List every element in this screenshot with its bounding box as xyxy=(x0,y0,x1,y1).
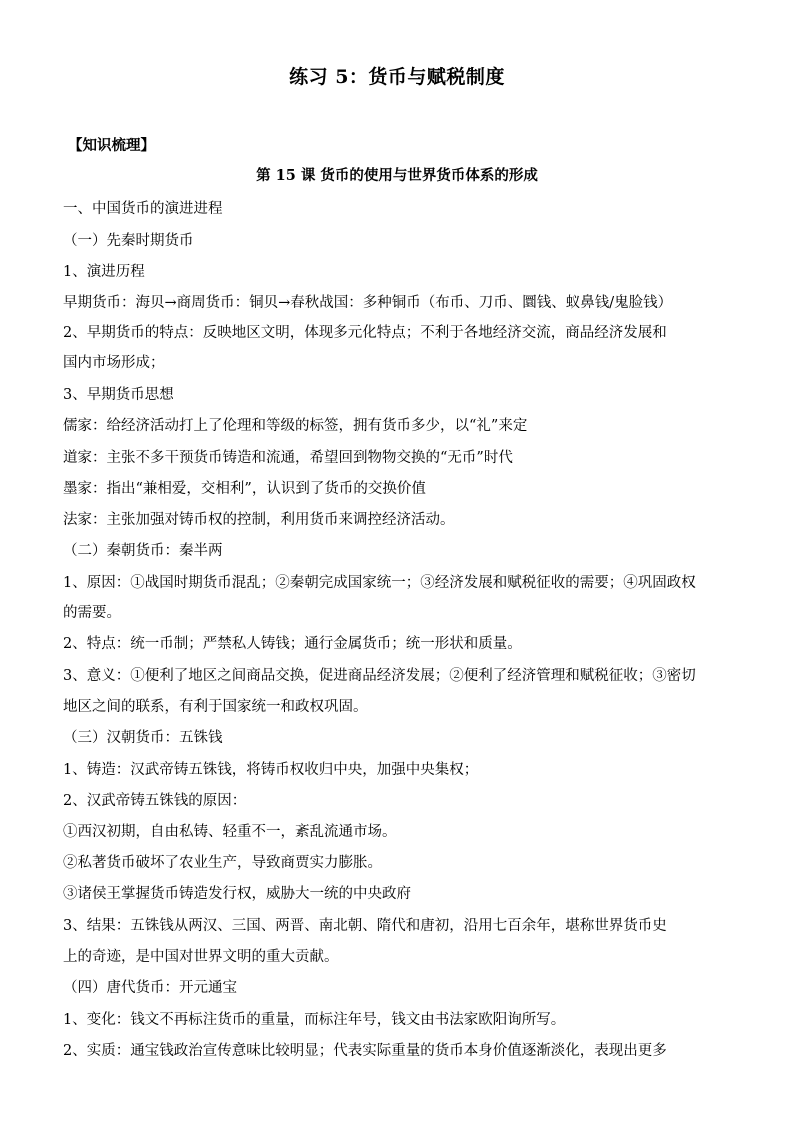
text-line: 的需要。 xyxy=(63,605,121,621)
subheading-line: （二）秦朝货币：秦半两 xyxy=(63,543,223,559)
text-line: 1、演进历程 xyxy=(63,264,145,280)
text-line: 地区之间的联系，有利于国家统一和政权巩固。 xyxy=(63,699,368,715)
text-line: 2、早期货币的特点：反映地区文明，体现多元化特点；不利于各地经济交流，商品经济发展和 xyxy=(63,325,667,341)
text-line: ③诸侯王掌握货币铸造发行权，威胁大一统的中央政府 xyxy=(63,886,411,902)
text-line: ②私著货币破坏了农业生产，导致商贾实力膨胀。 xyxy=(63,855,382,871)
subheading-line: （三）汉朝货币：五铢钱 xyxy=(63,730,223,746)
subheading-line: （一）先秦时期货币 xyxy=(63,233,194,249)
text-line: ①西汉初期，自由私铸、轻重不一，紊乱流通市场。 xyxy=(63,824,397,840)
text-line: 国内市场形成； xyxy=(63,355,165,371)
section-label: 【知识梳理】 xyxy=(68,137,155,154)
text-line: 上的奇迹，是中国对世界文明的重大贡献。 xyxy=(63,949,339,965)
text-line: 2、实质：通宝钱政治宣传意味比较明显；代表实际重量的货币本身价值逐渐淡化，表现出更多 xyxy=(63,1043,667,1059)
text-line: 道家：主张不多干预货币铸造和流通，希望回到物物交换的“无币”时代 xyxy=(63,450,513,466)
text-line: 3、意义：①便利了地区之间商品交换，促进商品经济发展；②便利了经济管理和赋税征收；③密切 xyxy=(63,668,696,684)
document-title: 练习 5：货币与赋税制度 xyxy=(289,66,505,88)
heading-line: 一、中国货币的演进进程 xyxy=(63,201,223,217)
text-line: 1、原因：①战国时期货币混乱；②秦朝完成国家统一；③经济发展和赋税征收的需要；④巩固政权 xyxy=(63,575,696,591)
text-line: 3、早期货币思想 xyxy=(63,387,174,403)
text-line: 儒家：给经济活动打上了伦理和等级的标签，拥有货币多少，以“礼”来定 xyxy=(63,418,528,434)
text-line: 3、结果：五铢钱从两汉、三国、两晋、南北朝、隋代和唐初，沿用七百余年，堪称世界货币史 xyxy=(63,918,667,934)
subheading-line: （四）唐代货币：开元通宝 xyxy=(63,980,237,996)
text-line: 早期货币：海贝→商周货币：铜贝→春秋战国：多种铜币（布币、刀币、圜钱、蚁鼻钱/鬼脸钱） xyxy=(63,295,673,311)
text-line: 法家：主张加强对铸币权的控制，利用货币来调控经济活动。 xyxy=(63,512,455,528)
text-line: 2、汉武帝铸五铢钱的原因： xyxy=(63,793,247,809)
text-line: 1、铸造：汉武帝铸五铢钱，将铸币权收归中央，加强中央集权； xyxy=(63,762,479,778)
text-line: 墨家：指出“兼相爱，交相利”，认识到了货币的交换价值 xyxy=(63,481,426,497)
text-line: 2、特点：统一币制；严禁私人铸钱；通行金属货币；统一形状和质量。 xyxy=(63,636,522,652)
lesson-title: 第 15 课 货币的使用与世界货币体系的形成 xyxy=(256,167,538,184)
text-line: 1、变化：钱文不再标注货币的重量，而标注年号，钱文由书法家欧阳询所写。 xyxy=(63,1012,566,1028)
